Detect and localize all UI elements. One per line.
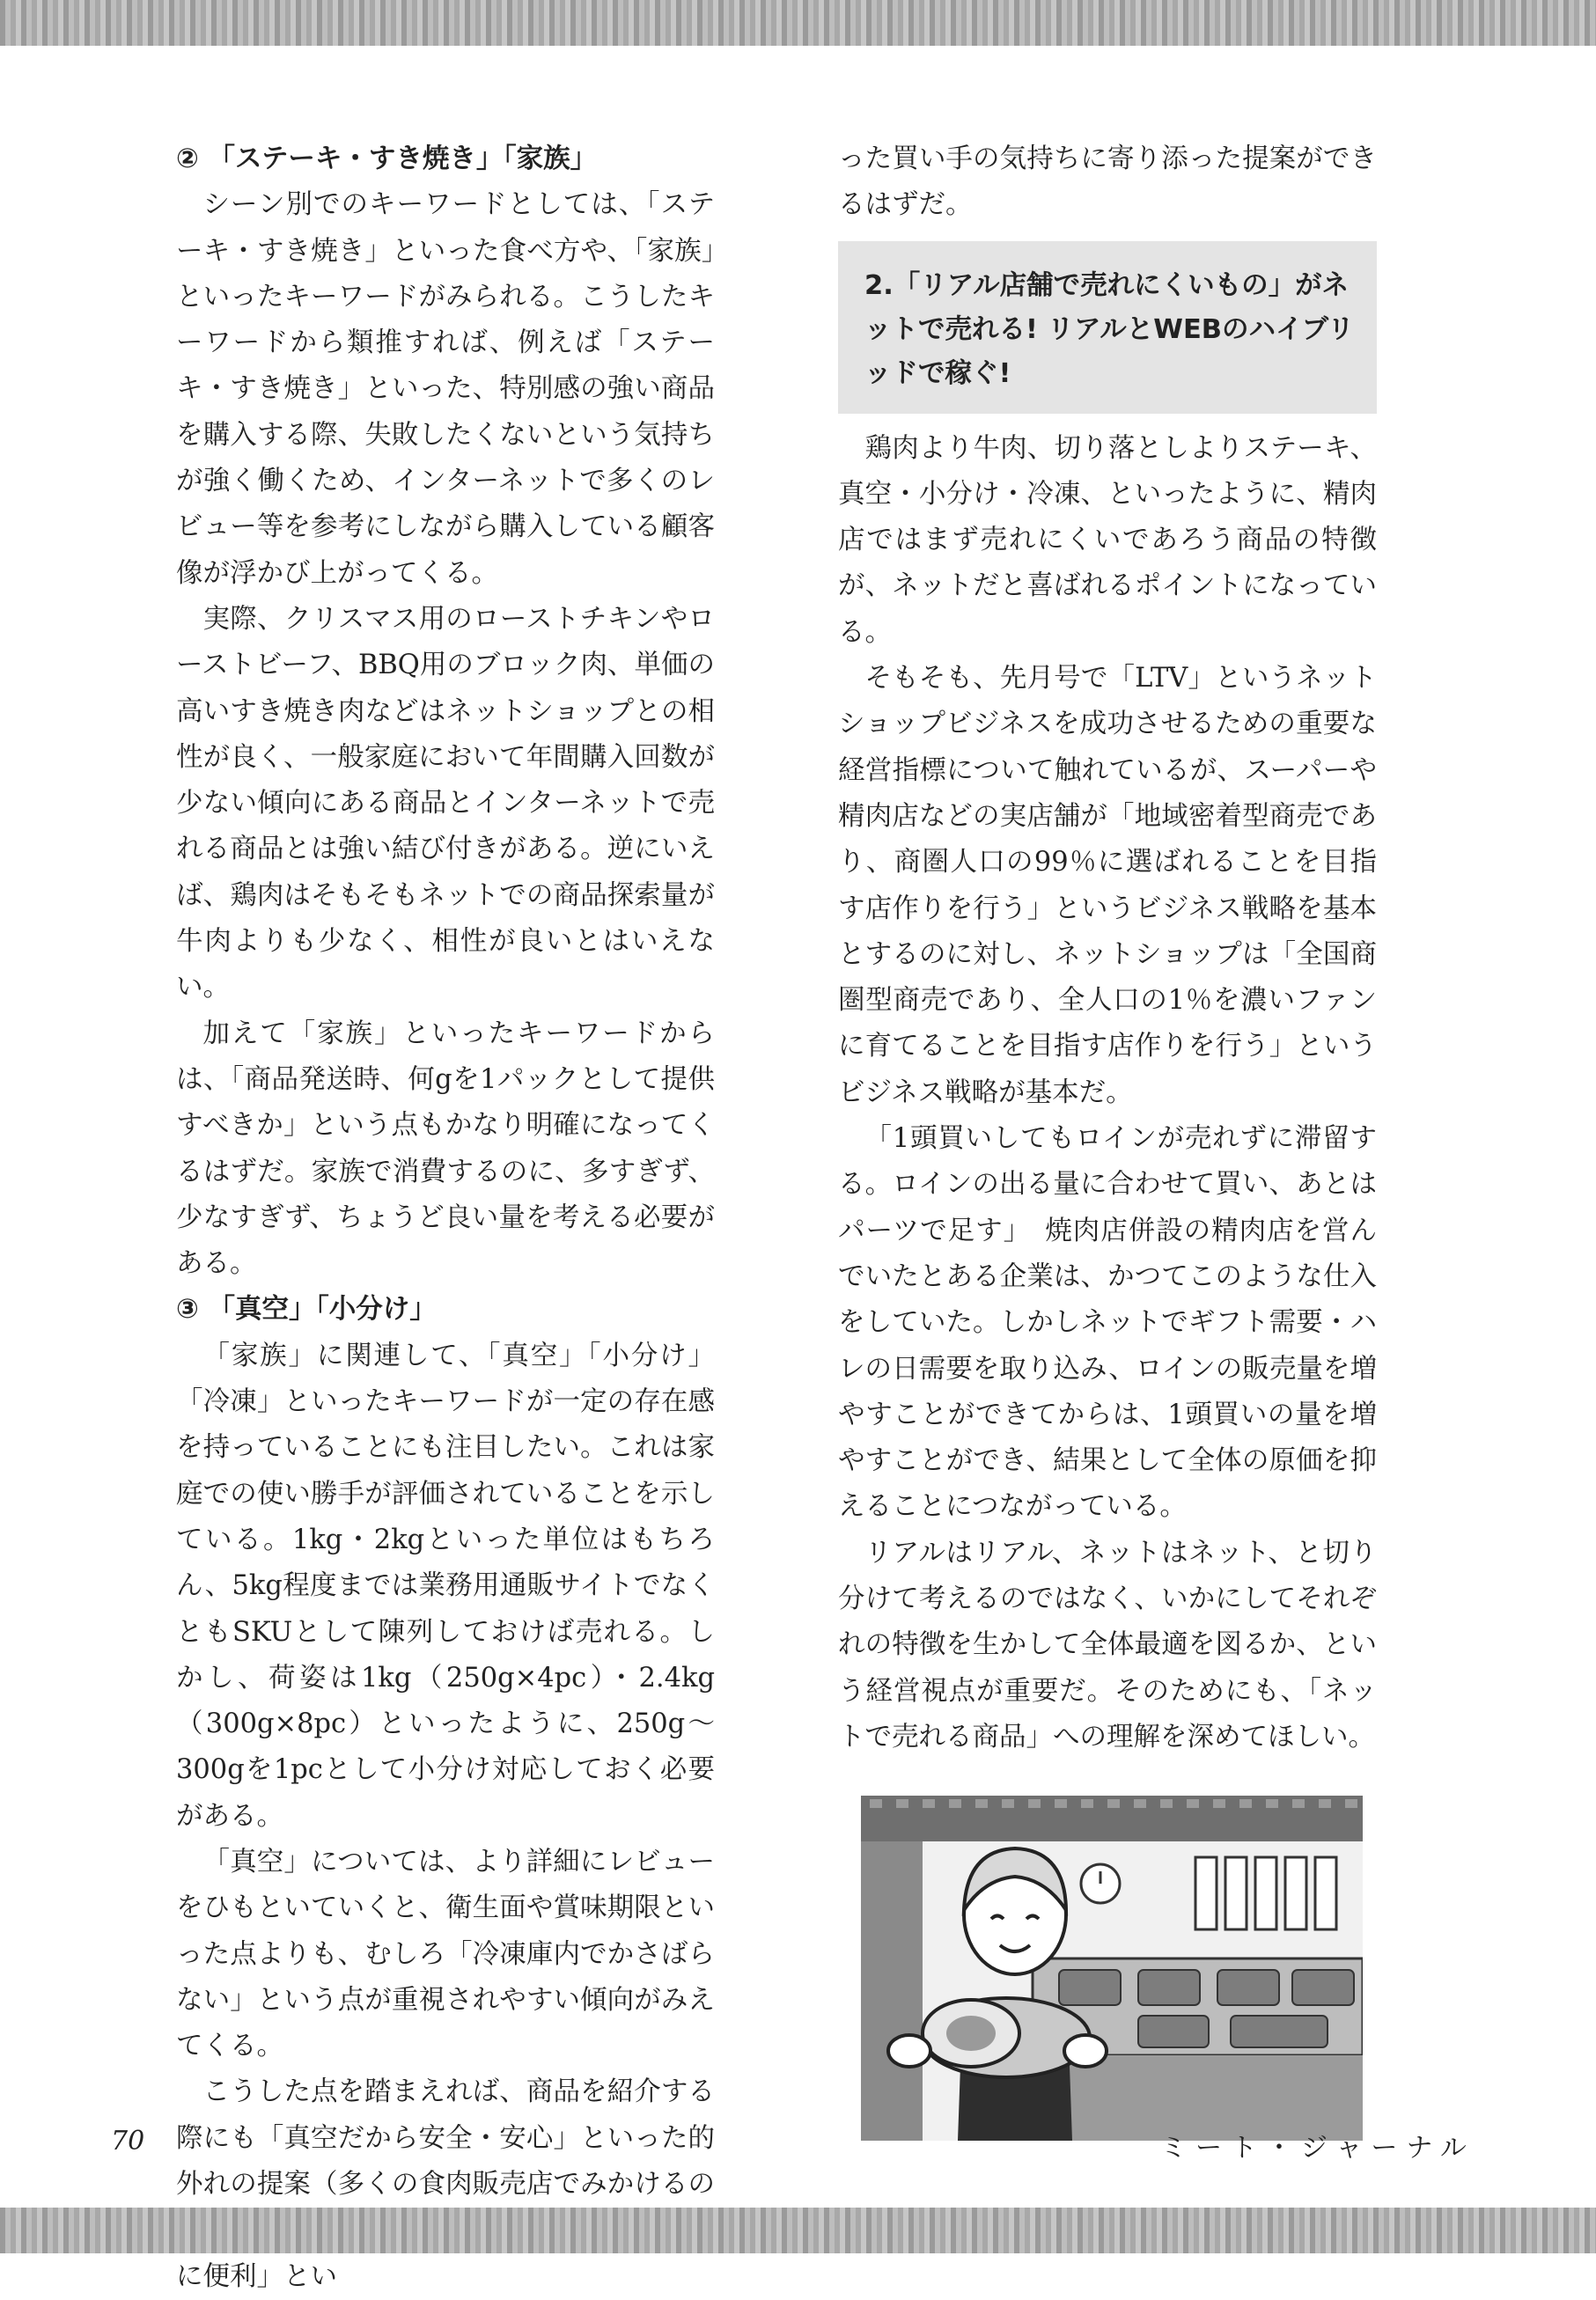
heading-steak-family: ② 「ステーキ・すき焼き」「家族」: [176, 143, 598, 174]
top-decorative-band: [0, 0, 1596, 46]
paragraph: 加えて「家族」といったキーワードからは、「商品発送時、何gを1パックとして提供すべきか」という点もかなり明確になってくるはずだ。家族で消費するのに、多すぎず、少なすぎず、ちょうど良い量を考える必要がある。: [176, 1018, 715, 1280]
paragraph: こうした点を踏まえれば、商品を紹介する際にも「真空だから安全・安心」といった的外れの提案（多くの食肉販売店でみかけるの に便利」とい: [176, 2076, 715, 2292]
bottom-decorative-band: [0, 2208, 1596, 2253]
paragraph: 「真空」については、より詳細にレビューをひもといていくと、衛生面や賞味期限といった点よりも、むしろ「冷凍庫内でかさばらない」という点が重視されやすい傾向がみえてくる。: [176, 1846, 715, 2062]
left-column: [176, 136, 715, 2300]
right-column: [838, 136, 1377, 2157]
magazine-name: ミート・ジャーナル: [1160, 2133, 1475, 2164]
page-number: 70: [111, 2126, 145, 2157]
heading-vacuum-portion: ③ 「真空」「小分け」: [176, 1294, 437, 1326]
paragraph: 実際、クリスマス用のローストチキンやローストビーフ、BBQ用のブロック肉、単価の高いすき焼き肉などはネットショップとの相性が良く、一般家庭において年間購入回数が少ない傾向にある商品とインターネットで売れる商品とは強い結び付きがある。逆にいえば、鶏肉はそもそもネットでの商品探索量が牛肉よりも少なく、相性が良いとはいえない。: [176, 603, 715, 1003]
paragraph: 「1頭買いしてもロインが売れずに滞留する。ロインの出る量に合わせて買い、あとはパーツで足す」 焼肉店併設の精肉店を営んでいたとある企業は、かつてこのような仕入をしていた。しかしネットでギフト需要・ハレの日需要を取り込み、ロインの販売量を増やすことができてからは、1頭買いの量を増やすことができ、結果として全体の原価を抑えることにつながっている。: [838, 1123, 1377, 1523]
paragraph: 「家族」に関連して、「真空」「小分け」「冷凍」といったキーワードが一定の存在感を持っていることにも注目したい。これは家庭での使い勝手が評価されていることを示している。1kg・2kgといった単位はもちろん、5kg程度までは業務用通販サイトでなくともSKUとして陳列しておけば売れる。しかし、荷姿は1kg（250g×4pc）・2.4kg（300g×8pc）といったように、250g～300gを1pcとして小分け対応しておく必要がある。: [176, 1340, 715, 1832]
paragraph: 鶏肉より牛肉、切り落としよりステーキ、真空・小分け・冷凍、といったように、精肉店ではまず売れにくいであろう商品の特徴が、ネットだと喜ばれるポイントになっている。: [838, 432, 1377, 648]
butcher-shop-illustration: [861, 1796, 1363, 2141]
paragraph-continuation: った買い手の気持ちに寄り添った提案ができるはずだ。: [838, 143, 1377, 221]
paragraph: リアルはリアル、ネットはネット、と切り分けて考えるのではなく、いかにしてそれぞれの特徴を生かして全体最適を図るか、という経営視点が重要だ。そのためにも、「ネットで売れる商品」への理解を深めてほしい。: [838, 1537, 1377, 1753]
paragraph: そもそも、先月号で「LTV」というネットショップビジネスを成功させるための重要な経営指標について触れているが、スーパーや精肉店などの実店舗が「地域密着型商売であり、商圏人口の99％に選ばれることを目指す店作りを行う」というビジネス戦略を基本とするのに対し、ネットショップは「全国商圏型商売であり、全人口の1％を濃いファンに育てることを目指す店作りを行う」というビジネス戦略が基本だ。: [838, 663, 1377, 1108]
paragraph: シーン別でのキーワードとしては、「ステーキ・すき焼き」といった食べ方や、「家族」といったキーワードがみられる。こうしたキーワードから類推すれば、例えば「ステーキ・すき焼き」といった、特別感の強い商品を購入する際、失敗したくないという気持ちが強く働くため、インターネットで多くのレビュー等を参考にしながら購入している顧客像が浮かび上がってくる。: [176, 189, 715, 589]
section-heading-box: 2.「リアル店舗で売れにくいもの」がネットで売れる! リアルとWEBのハイブリッドで稼ぐ!: [838, 241, 1377, 414]
